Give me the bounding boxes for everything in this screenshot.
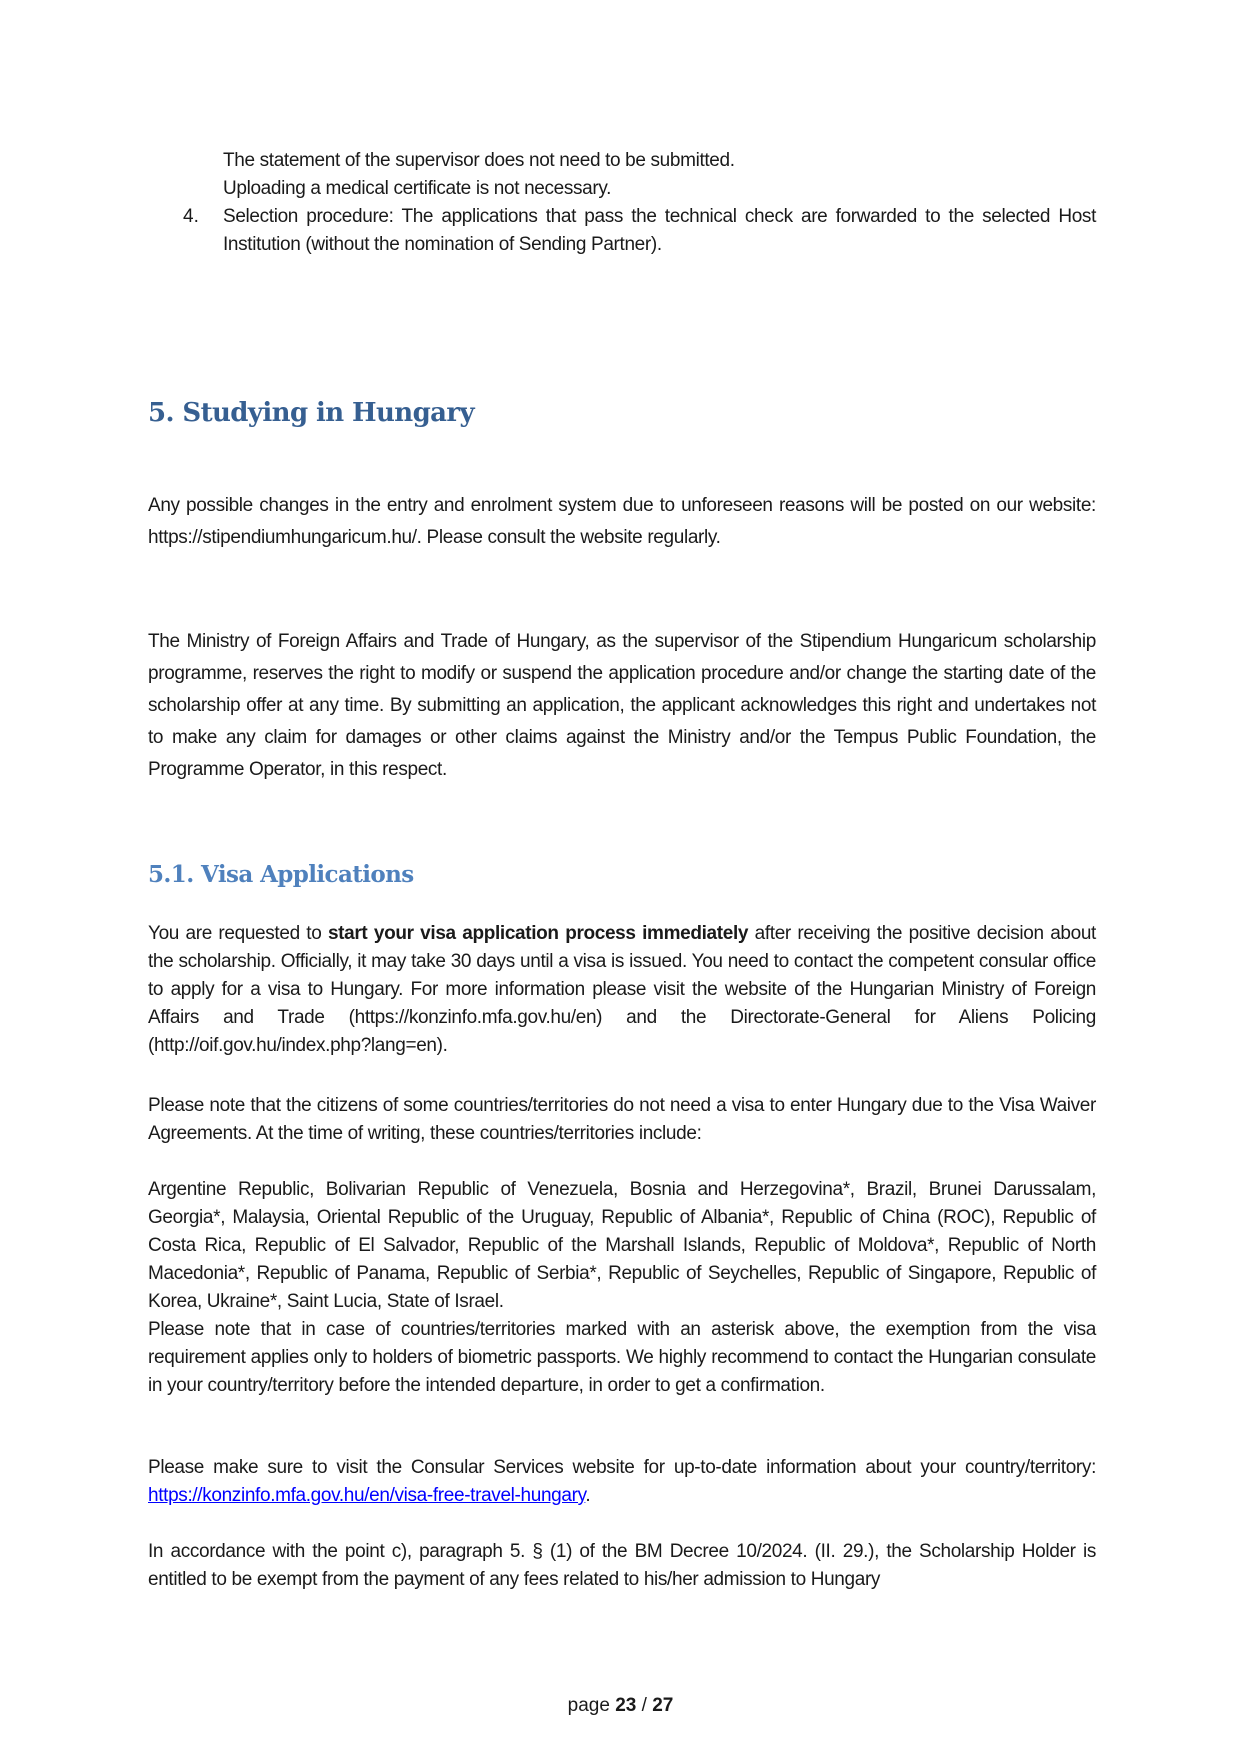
consular-text-post: . — [585, 1485, 591, 1506]
consular-text-pre: Please make sure to visit the Consular Services website for up-to-date information about your country/territory: — [148, 1457, 1096, 1478]
page-total: 27 — [652, 1695, 674, 1716]
section-heading-studying-in-hungary: 5. Studying in Hungary — [148, 398, 475, 428]
paragraph-changes-notice: Any possible changes in the entry and enrolment system due to unforeseen reasons will be posted on our website: https://stipendiumhungaricum.hu/. Please consult the website regularly. — [148, 495, 1096, 548]
page-current: 23 — [615, 1695, 637, 1716]
visa-process-text-post: after receiving the positive decision about the scholarship. Officially, it may take 30 days until a visa is issued. You need to contact the competent consular office to apply for a visa to Hungary. For more information please visit the website of the Hungarian Ministry of Foreign Affairs and Trade (https://konzinfo.mfa.gov.hu/en) and the Directorate-General for Aliens Policing (http://oif.gov.hu/index.php?lang=en). — [148, 923, 1096, 1056]
list-number-4: 4. — [183, 206, 199, 227]
list-subline-medical: Uploading a medical certificate is not necessary. — [223, 178, 612, 199]
paragraph-visa-waiver: Please note that the citizens of some countries/territories do not need a visa to enter Hungary due to the Visa Waiver Agreements. At the time of writing, these countries/territories include: — [148, 1095, 1096, 1144]
visa-free-travel-link[interactable]: https://konzinfo.mfa.gov.hu/en/visa-free-travel-hungary — [148, 1485, 586, 1506]
page-separator: / — [636, 1695, 653, 1716]
paragraph-ministry-rights: The Ministry of Foreign Affairs and Trade of Hungary, as the supervisor of the Stipendium Hungaricum scholarship programme, reserves the right to modify or suspend the application procedure and/or change the starting date of the scholarship offer at any time. By submitting an application, the applicant acknowledges this right and undertakes not to make any claim for damages or other claims against the Ministry and/or the Tempus Public Foundation, the Programme Operator, in this respect. — [148, 631, 1096, 780]
page-footer — [0, 1694, 1241, 1718]
paragraph-country-list: Argentine Republic, Bolivarian Republic of Venezuela, Bosnia and Herzegovina*, Brazil, Brunei Darussalam, Georgia*, Malaysia, Oriental Republic of the Uruguay, Republic of Albania*, Republic of China (ROC), Republic of Costa Rica, Republic of El Salvador, Republic of the Marshall Islands, Republic of Moldova*, Republic of North Macedonia*, Republic of Panama, Republic of Serbia*, Republic of Seychelles, Republic of Singapore, Republic of Korea, Ukraine*, Saint Lucia, State of Israel. — [148, 1179, 1096, 1312]
page-label: page — [567, 1695, 616, 1716]
visa-process-text-pre: You are requested to — [148, 923, 328, 944]
section-heading-visa-applications: 5.1. Visa Applications — [148, 861, 414, 888]
visa-process-emphasis: start your visa application process immediately — [327, 923, 749, 944]
list-item-selection-procedure: Selection procedure: The applications that pass the technical check are forwarded to the selected Host Institution (without the nomination of Sending Partner). — [223, 206, 1096, 255]
paragraph-asterisk-note: Please note that in case of countries/territories marked with an asterisk above, the exemption from the visa requirement applies only to holders of biometric passports. We highly recommend to contact the Hungarian consulate in your country/territory before the intended departure, in order to get a confirmation. — [148, 1319, 1096, 1396]
paragraph-consular-services — [148, 1454, 1096, 1510]
paragraph-visa-process — [148, 920, 1096, 1060]
paragraph-fee-exemption: In accordance with the point c), paragraph 5. § (1) of the BM Decree 10/2024. (II. 29.), the Scholarship Holder is entitled to be exempt from the payment of any fees related to his/her admission to Hungary — [148, 1541, 1096, 1590]
list-subline-supervisor: The statement of the supervisor does not need to be submitted. — [223, 150, 735, 171]
